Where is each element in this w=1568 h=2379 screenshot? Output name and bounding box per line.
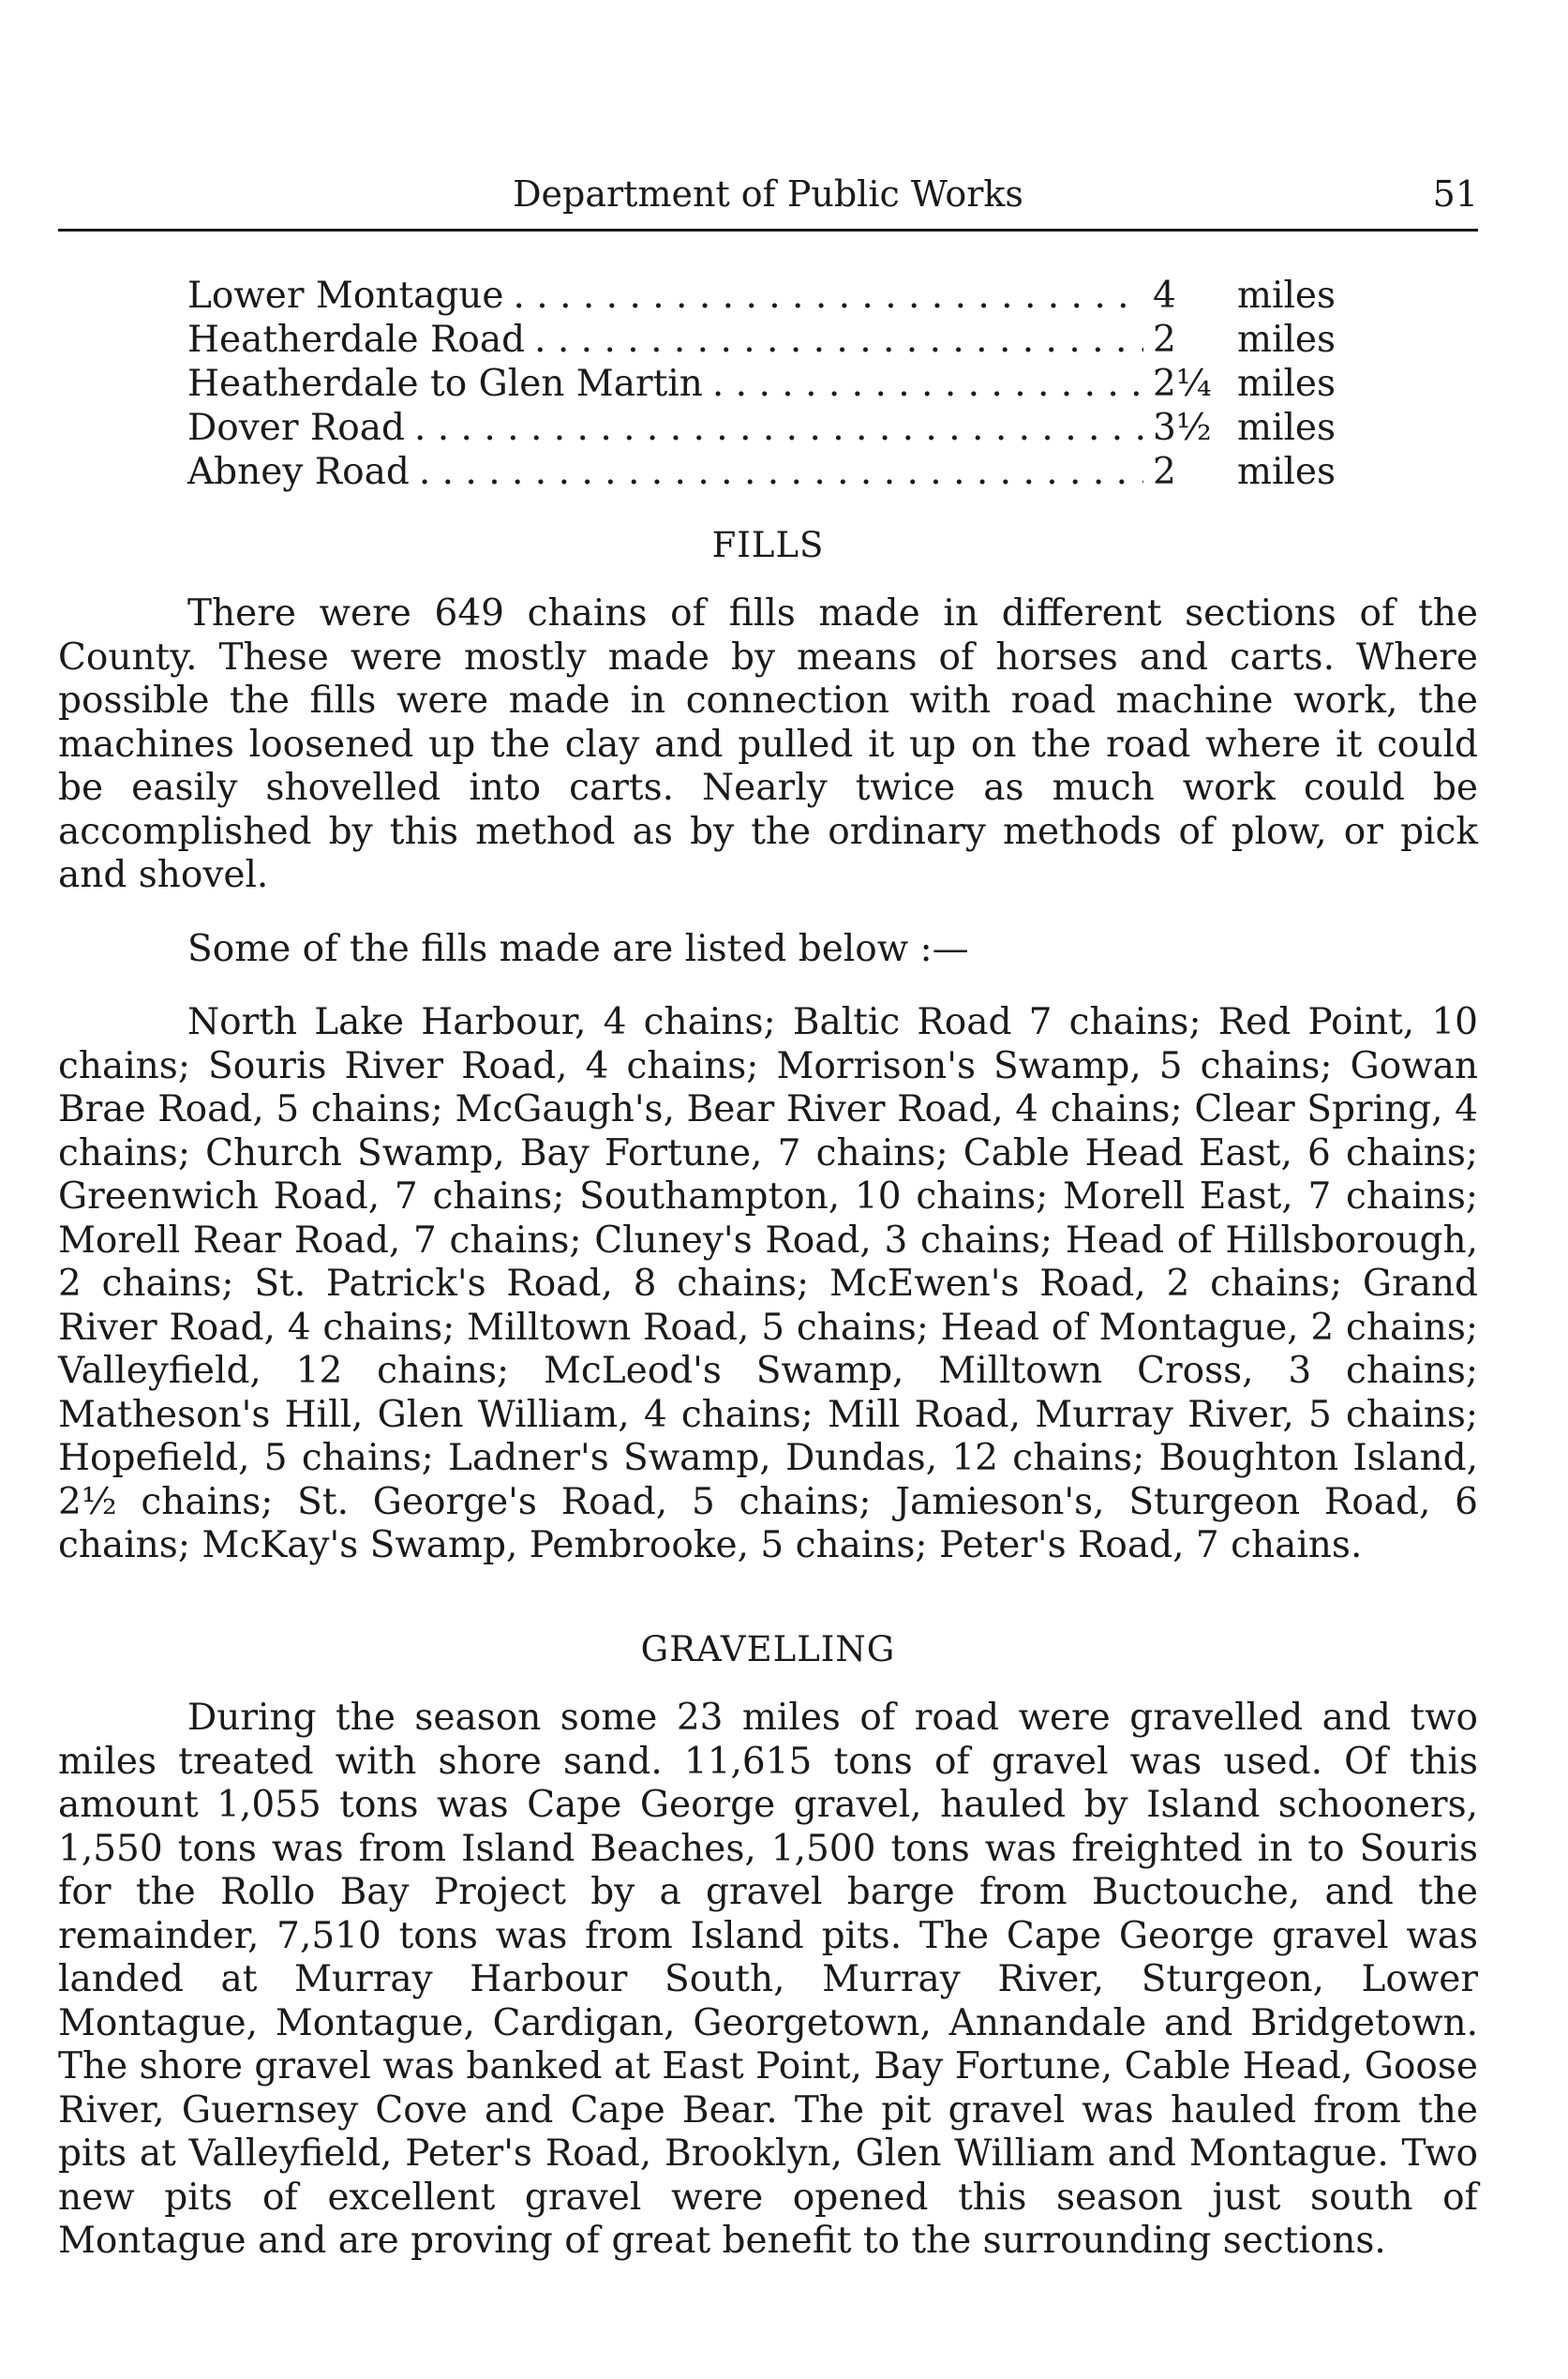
road-distance: 3½ xyxy=(1153,407,1212,449)
dot-leader xyxy=(414,406,1143,450)
road-row xyxy=(187,274,1359,318)
road-distance: 2 xyxy=(1153,451,1176,493)
gravelling-paragraph: During the season some 23 miles of road were gravelled and two miles treated with shore sand. 11,615 tons of gravel was used. Of this amount 1,055 tons was Cape George gravel, hauled by Island schooners, 1,550 tons was from Island Beaches, 1,500 tons was freighted in to Souris for the Rollo Bay Project by a gravel barge from Buctouche, and the remainder, 7,510 tons was from Island pits. The Cape George gravel was landed at Murray Harbour South, Murray River, Sturgeon, Lower Montague, Montague, Cardigan, Georgetown, Annandale and Bridgetown. The shore gravel was banked at East Point, Bay Fortune, Cable Head, Goose River, Guernsey Cove and Cape Bear. The pit gravel was hauled from the pits at Valleyfield, Peter's Road, Brooklyn, Glen William and Montague. Two new pits of excellent gravel were opened this season just south of Montague and are proving of great benefit to the surrounding sections. xyxy=(58,1697,1478,2262)
dot-leader xyxy=(419,450,1143,494)
road-distance-list xyxy=(187,274,1359,494)
page-number: 51 xyxy=(1432,173,1478,215)
dot-leader xyxy=(514,274,1144,318)
road-name: Heatherdale to Glen Martin xyxy=(187,363,703,405)
road-row xyxy=(187,450,1359,494)
section-heading-fills: FILLS xyxy=(711,525,825,565)
road-name: Lower Montague xyxy=(187,275,504,317)
running-header xyxy=(58,171,1478,223)
road-unit: miles xyxy=(1237,363,1337,405)
header-rule xyxy=(58,229,1478,232)
road-row xyxy=(187,362,1359,406)
road-unit: miles xyxy=(1237,319,1337,361)
road-distance: 2 xyxy=(1153,319,1176,361)
fills-paragraph-intro: There were 649 chains of fills made in different sections of the County. These were mostly made by means of horses and carts. Where possible the fills were made in connection with road machine work, the machines loosened up the clay and pulled it up on the road where it could be easily shovelled into carts. Nearly twice as much work could be accomplished by this method as by the ordinary methods of plow, or pick and shovel. xyxy=(58,592,1478,896)
dot-leader xyxy=(712,362,1143,406)
road-unit: miles xyxy=(1237,275,1337,317)
fills-paragraph-list-intro: Some of the fills made are listed below :— xyxy=(187,928,969,970)
road-unit: miles xyxy=(1237,407,1337,449)
road-name: Dover Road xyxy=(187,407,405,449)
road-name: Heatherdale Road xyxy=(187,319,526,361)
dot-leader xyxy=(534,318,1143,362)
fills-paragraph-list: North Lake Harbour, 4 chains; Baltic Road 7 chains; Red Point, 10 chains; Souris River Road, 4 chains; Morrison's Swamp, 5 chains; Gowan Brae Road, 5 chains; McGaugh's, Bear River Road, 4 chains; Clear Spring, 4 chains; Church Swamp, Bay Fortune, 7 chains; Cable Head East, 6 chains; Greenwich Road, 7 chains; Southampton, 10 chains; Morell East, 7 chains; Morell Rear Road, 7 chains; Cluney's Road, 3 chains; Head of Hillsborough, 2 chains; St. Patrick's Road, 8 chains; McEwen's Road, 2 chains; Grand River Road, 4 chains; Milltown Road, 5 chains; Head of Montague, 2 chains; Valleyfield, 12 chains; McLeod's Swamp, Milltown Cross, 3 chains; Matheson's Hill, Glen William, 4 chains; Mill Road, Murray River, 5 chains; Hopefield, 5 chains; Ladner's Swamp, Dundas, 12 chains; Boughton Island, 2½ chains; St. George's Road, 5 chains; Jamieson's, Sturgeon Road, 6 chains; McKay's Swamp, Pembrooke, 5 chains; Peter's Road, 7 chains. xyxy=(58,1001,1478,1566)
road-name: Abney Road xyxy=(187,451,410,493)
header-title: Department of Public Works xyxy=(513,173,1023,215)
road-row xyxy=(187,318,1359,362)
section-heading-gravelling: GRAVELLING xyxy=(640,1629,896,1669)
road-row xyxy=(187,406,1359,450)
road-distance: 4 xyxy=(1153,275,1176,317)
road-unit: miles xyxy=(1237,451,1337,493)
road-distance: 2¼ xyxy=(1153,363,1212,405)
